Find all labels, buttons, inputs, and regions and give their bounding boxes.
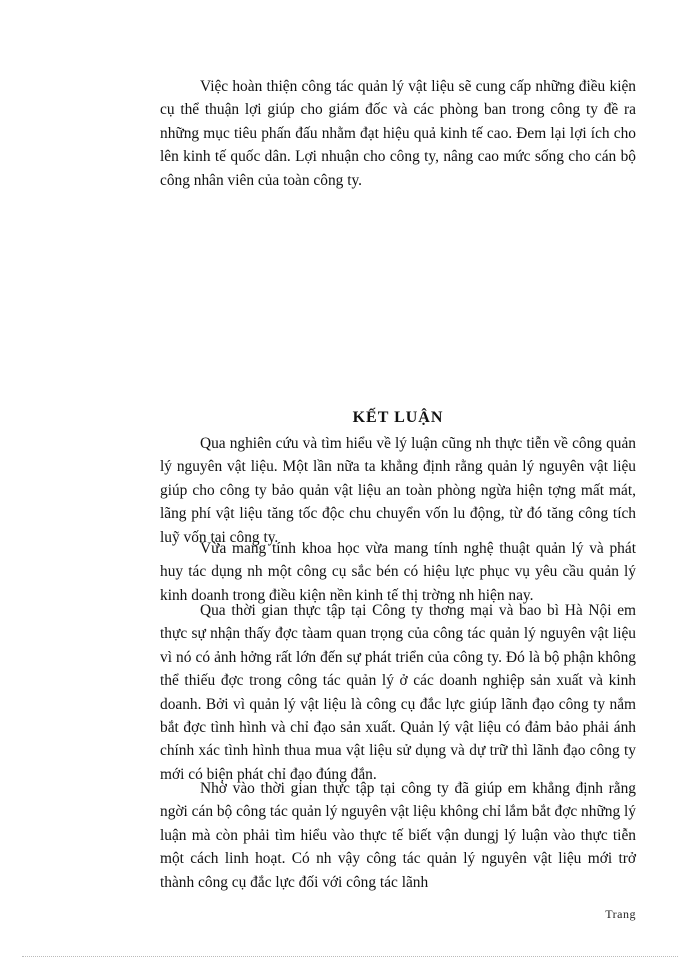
conclusion-heading: KẾT LUẬN [352,409,444,426]
conclusion-paragraph-2: Vừa mang tính khoa học vừa mang tính nghệ thuật quản lý và phát huy tác dụng nh một công cụ sắc bén có hiệu lực phục vụ yêu cầu quản lý kinh doanh trong điều kiện nền kinh tế thị trờng nh hiện nay. [160,540,636,604]
page-footer-label: Trang [605,907,636,921]
conclusion-paragraph-3: Qua thời gian thực tập tại Công ty thơng mại và bao bì Hà Nội em thực sự nhận thấy đợc tàam quan trọng của công tác quản lý nguyên vật liệu vì nó có ảnh hởng rất lớn đến sự phát triển của công ty. Đó là bộ phận không thể thiếu đợc trong công tác quản lý ở các doanh nghiệp sản xuất và kinh doanh. Bởi vì quản lý vật liệu là công cụ đắc lực giúp lãnh đạo công ty nắm bắt đợc tình hình và chỉ đạo sản xuất. Quản lý vật liệu có đảm bảo phải ánh chính xác tình hình thua mua vật liệu sử dụng và dự trữ thì lãnh đạo công ty mới có biện phát chỉ đạo đúng đắn. [160,602,636,783]
intro-paragraph: Việc hoàn thiện công tác quản lý vật liệu sẽ cung cấp những điều kiện cụ thể thuận lợi giúp cho giám đốc và các phòng ban trong công ty đề ra những mục tiêu phấn đấu nhằm đạt hiệu quả kinh tế cao. Đem lại lợi ích cho lên kinh tế quốc dân. Lợi nhuận cho công ty, nâng cao mức sống cho cán bộ công nhân viên của toàn công ty. [160,78,636,189]
conclusion-paragraph-4: Nhờ vào thời gian thực tập tại công ty đã giúp em khẳng định rằng ngời cán bộ công tác quản lý nguyên vật liệu không chỉ lắm bắt đợc những lý luận mà còn phải tìm hiểu vào thực tế biết vận dungj lý luận vào thực tiễn một cách linh hoạt. Có nh vậy công tác quản lý nguyên vật liệu mới trở thành công cụ đắc lực đối với công tác lãnh [160,780,636,891]
conclusion-paragraph-1: Qua nghiên cứu và tìm hiểu về lý luận cũng nh thực tiễn về công quản lý nguyên vật liệu. Một lần nữa ta khẳng định rằng quản lý nguyên vật liệu giúp cho công ty bảo quản vật liệu an toàn phòng ngừa hiện tợng mất mát, lãng phí vật liệu tăng tốc độc chu chuyển vốn lu động, từ đó tăng công tích luỹ vốn tại công ty. [160,435,636,546]
page-bottom-divider [22,956,678,957]
